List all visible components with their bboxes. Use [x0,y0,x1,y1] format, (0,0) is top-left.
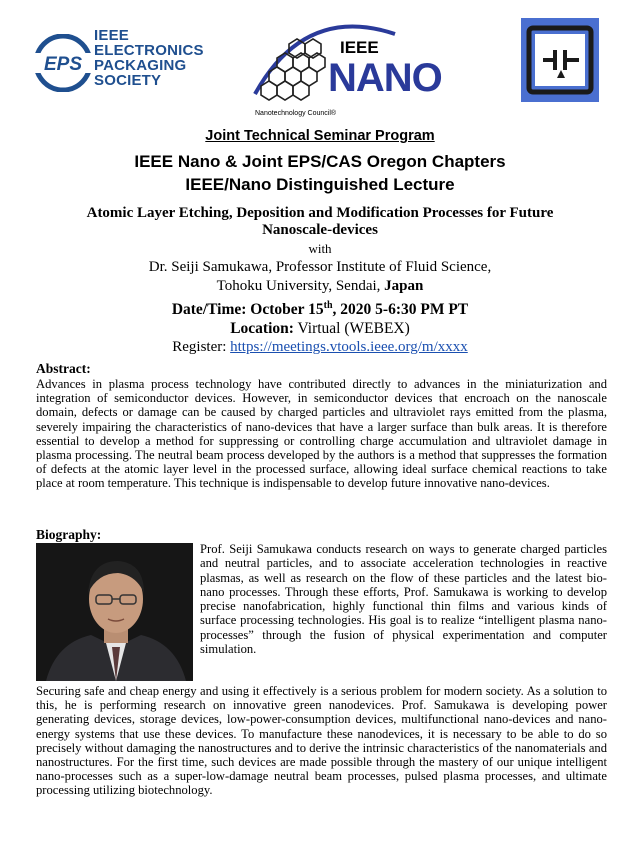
logo-bar [0,0,640,125]
eps-line-3: PACKAGING [94,57,187,74]
talk-title [0,205,640,239]
cas-circuit-icon [521,18,599,102]
eps-logo [34,28,224,98]
talk-title-line-1: Atomic Layer Etching, Deposition and Modification Processes for Future [86,205,554,221]
nano-council-label: Nanotechnology Council® [255,110,337,117]
speaker-line-1: Dr. Seiji Samukawa, Professor Institute of Fluid Science, [148,259,492,275]
eps-line-4: SOCIETY [94,72,162,89]
location [0,320,640,338]
location-label: Location: [230,320,294,337]
date-rest: , 2020 5-6:30 PM PT [332,301,469,319]
abstract-text: Advances in plasma process technology have contributed directly to advances in the miniaturization and integration of semiconductor devices. However, in semiconductor devices that encroach on the nanoscale domain, defects or damage can be caused by charged particles and ultraviolet rays emitted from the plasma, severely impairing the characteristics of nano-devices that have a larger surface than bulk areas. It is therefore essential to develop a method for suppressing or controlling charge accumulation and ultraviolet damage in plasma processing. The neutral beam process developed by the authors is a method that suppresses the formation of defects at the atomic layer level in the processed surface, allowing ideal surface chemical reactions to take place at room temperature. This technique is indispensable to develop future innovative nano-devices. [36,377,607,491]
date-superscript: th [323,300,333,311]
eps-line-1: IEEE [94,27,129,44]
biography-heading: Biography: [36,527,102,542]
eps-monogram: EPS [43,54,83,75]
ieee-nano-logo [245,14,445,124]
eps-globe-icon [34,34,92,92]
with-label: with [308,241,332,256]
speaker-photo [36,543,193,681]
date-time [0,300,640,319]
register-label: Register: [172,339,231,355]
register-link[interactable]: https://meetings.vtools.ieee.org/m/xxxx [230,339,468,355]
biography-text: Securing safe and cheap energy and using it effectively is a serious problem for modern society. As a solution to this, he is performing research on innovative green nanodevices. Prof. Samukawa is developing power generating devices, storage devices, low-power-consumption devices, multifunctional nano-devices and nano-energy systems that use these devices. To manufacture these nanodevices, it is necessary to be able to do so precisely without damaging the nanostructures and to derive the intrinsic characteristics of the nanomaterials and nanostructures. For the first time, such devices are made possible through the mastery of our unique intelligent nano-processes such as a super-low-damage neutral beam processes, pulsed plasma processes, and ultimate processing utilizing biotechnology. [36,684,607,798]
date-label: Date/Time: October 15 [171,301,324,319]
speaker-country: Japan [384,278,424,294]
register [0,339,640,356]
biography-side-text: Prof. Seiji Samukawa conducts research on ways to generate charged particles and neutral particles, and to associate acceleration technologies in reactive plasmas, as well as research on the flow of these particles and the latest bio-nano processes. Through these efforts, Prof. Samukawa is working to develop precise nanofabrication, highly functional thin films and various kinds of surface processing technologies. His goal is to realize “intelligent plasma nano-processes” through the fusion of physical experimentation and computer simulation. [200,542,607,657]
program-title: Joint Technical Seminar Program [205,128,435,144]
talk-title-line-2: Nanoscale-devices [262,222,378,238]
speaker-affiliation: Tohoku University, Sendai, [216,278,385,294]
lecture-series: IEEE/Nano Distinguished Lecture [185,175,455,194]
event-title: IEEE Nano & Joint EPS/CAS Oregon Chapters [134,152,506,171]
nano-ieee-label: IEEE [340,38,379,57]
abstract-heading: Abstract: [36,361,91,376]
nano-wordmark: NANO [328,56,442,100]
location-value: Virtual (WEBEX) [293,320,410,337]
speaker-line-2 [0,277,640,296]
speaker-portrait-image [36,543,193,681]
speaker-info [0,258,640,296]
eps-line-2: ELECTRONICS [94,42,204,59]
eps-logo-text [94,28,204,88]
cas-logo [521,18,599,102]
